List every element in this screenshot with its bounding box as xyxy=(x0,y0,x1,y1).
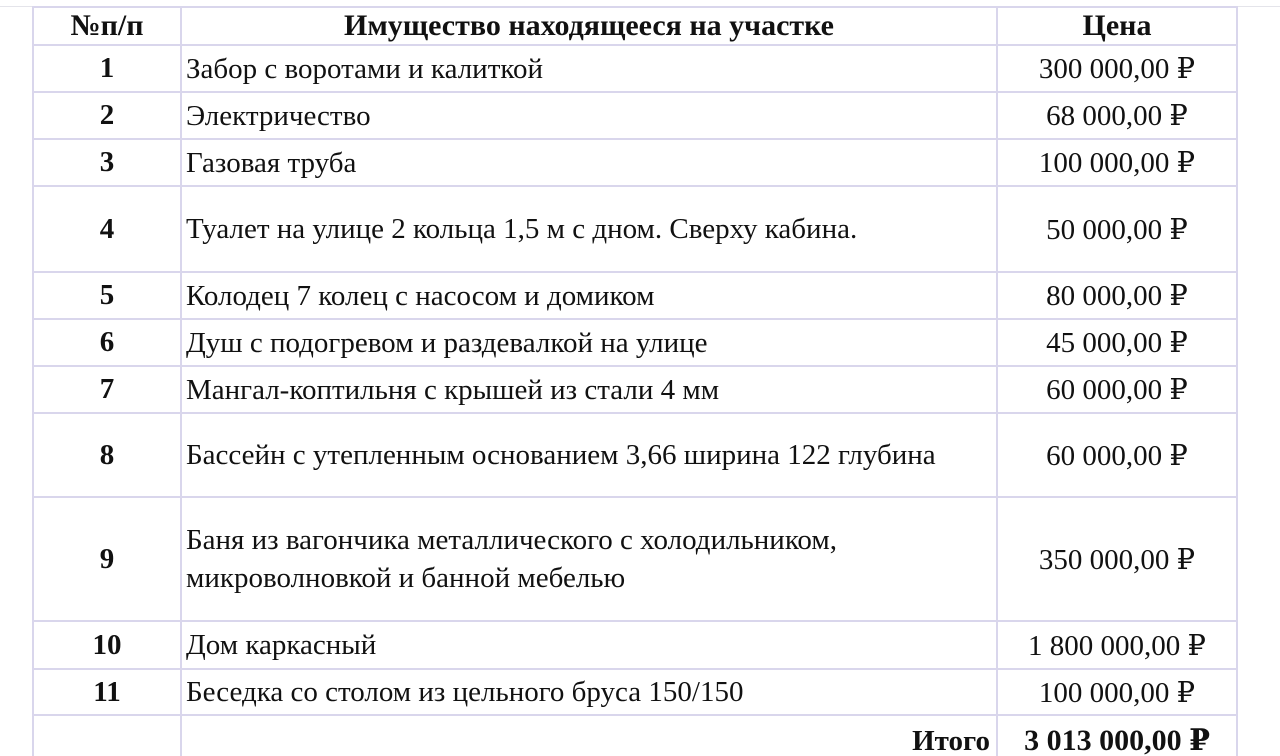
row-name: Дом каркасный xyxy=(181,621,997,669)
row-num: 3 xyxy=(33,139,181,186)
row-price: 80 000,00 ₽ xyxy=(997,272,1237,319)
row-price: 100 000,00 ₽ xyxy=(997,139,1237,186)
row-price: 1 800 000,00 ₽ xyxy=(997,621,1237,669)
row-num: 4 xyxy=(33,186,181,272)
table-row xyxy=(33,319,1237,366)
row-price: 68 000,00 ₽ xyxy=(997,92,1237,139)
row-name: Забор с воротами и калиткой xyxy=(181,45,997,92)
property-price-table xyxy=(32,6,1238,756)
row-name: Баня из вагончика металлического с холодильником, микроволновкой и банной мебелью xyxy=(181,497,997,621)
table-row xyxy=(33,45,1237,92)
row-num: 11 xyxy=(33,669,181,715)
row-name: Мангал-коптильня с крышей из стали 4 мм xyxy=(181,366,997,413)
row-price: 350 000,00 ₽ xyxy=(997,497,1237,621)
row-num: 10 xyxy=(33,621,181,669)
table-row xyxy=(33,413,1237,497)
row-num: 9 xyxy=(33,497,181,621)
header-row xyxy=(33,7,1237,45)
table-row xyxy=(33,366,1237,413)
row-price: 100 000,00 ₽ xyxy=(997,669,1237,715)
table-row xyxy=(33,272,1237,319)
row-name: Туалет на улице 2 кольца 1,5 м с дном. Сверху кабина. xyxy=(181,186,997,272)
row-num: 5 xyxy=(33,272,181,319)
row-name: Беседка со столом из цельного бруса 150/150 xyxy=(181,669,997,715)
row-num: 2 xyxy=(33,92,181,139)
table-row xyxy=(33,186,1237,272)
table-row xyxy=(33,621,1237,669)
total-empty-cell xyxy=(33,715,181,756)
table-row xyxy=(33,497,1237,621)
row-price: 60 000,00 ₽ xyxy=(997,366,1237,413)
total-value: 3 013 000,00 ₽ xyxy=(997,715,1237,756)
header-price: Цена xyxy=(997,7,1237,45)
row-name: Электричество xyxy=(181,92,997,139)
row-name: Колодец 7 колец с насосом и домиком xyxy=(181,272,997,319)
total-row xyxy=(33,715,1237,756)
row-num: 7 xyxy=(33,366,181,413)
row-num: 1 xyxy=(33,45,181,92)
table-row xyxy=(33,139,1237,186)
row-num: 6 xyxy=(33,319,181,366)
table-row xyxy=(33,669,1237,715)
header-num: №п/п xyxy=(33,7,181,45)
row-num: 8 xyxy=(33,413,181,497)
row-name: Душ с подогревом и раздевалкой на улице xyxy=(181,319,997,366)
row-price: 60 000,00 ₽ xyxy=(997,413,1237,497)
row-price: 50 000,00 ₽ xyxy=(997,186,1237,272)
row-price: 300 000,00 ₽ xyxy=(997,45,1237,92)
row-name: Газовая труба xyxy=(181,139,997,186)
row-price: 45 000,00 ₽ xyxy=(997,319,1237,366)
total-label: Итого xyxy=(181,715,997,756)
row-name: Бассейн с утепленным основанием 3,66 ширина 122 глубина xyxy=(181,413,997,497)
header-name: Имущество находящееся на участке xyxy=(181,7,997,45)
table-row xyxy=(33,92,1237,139)
